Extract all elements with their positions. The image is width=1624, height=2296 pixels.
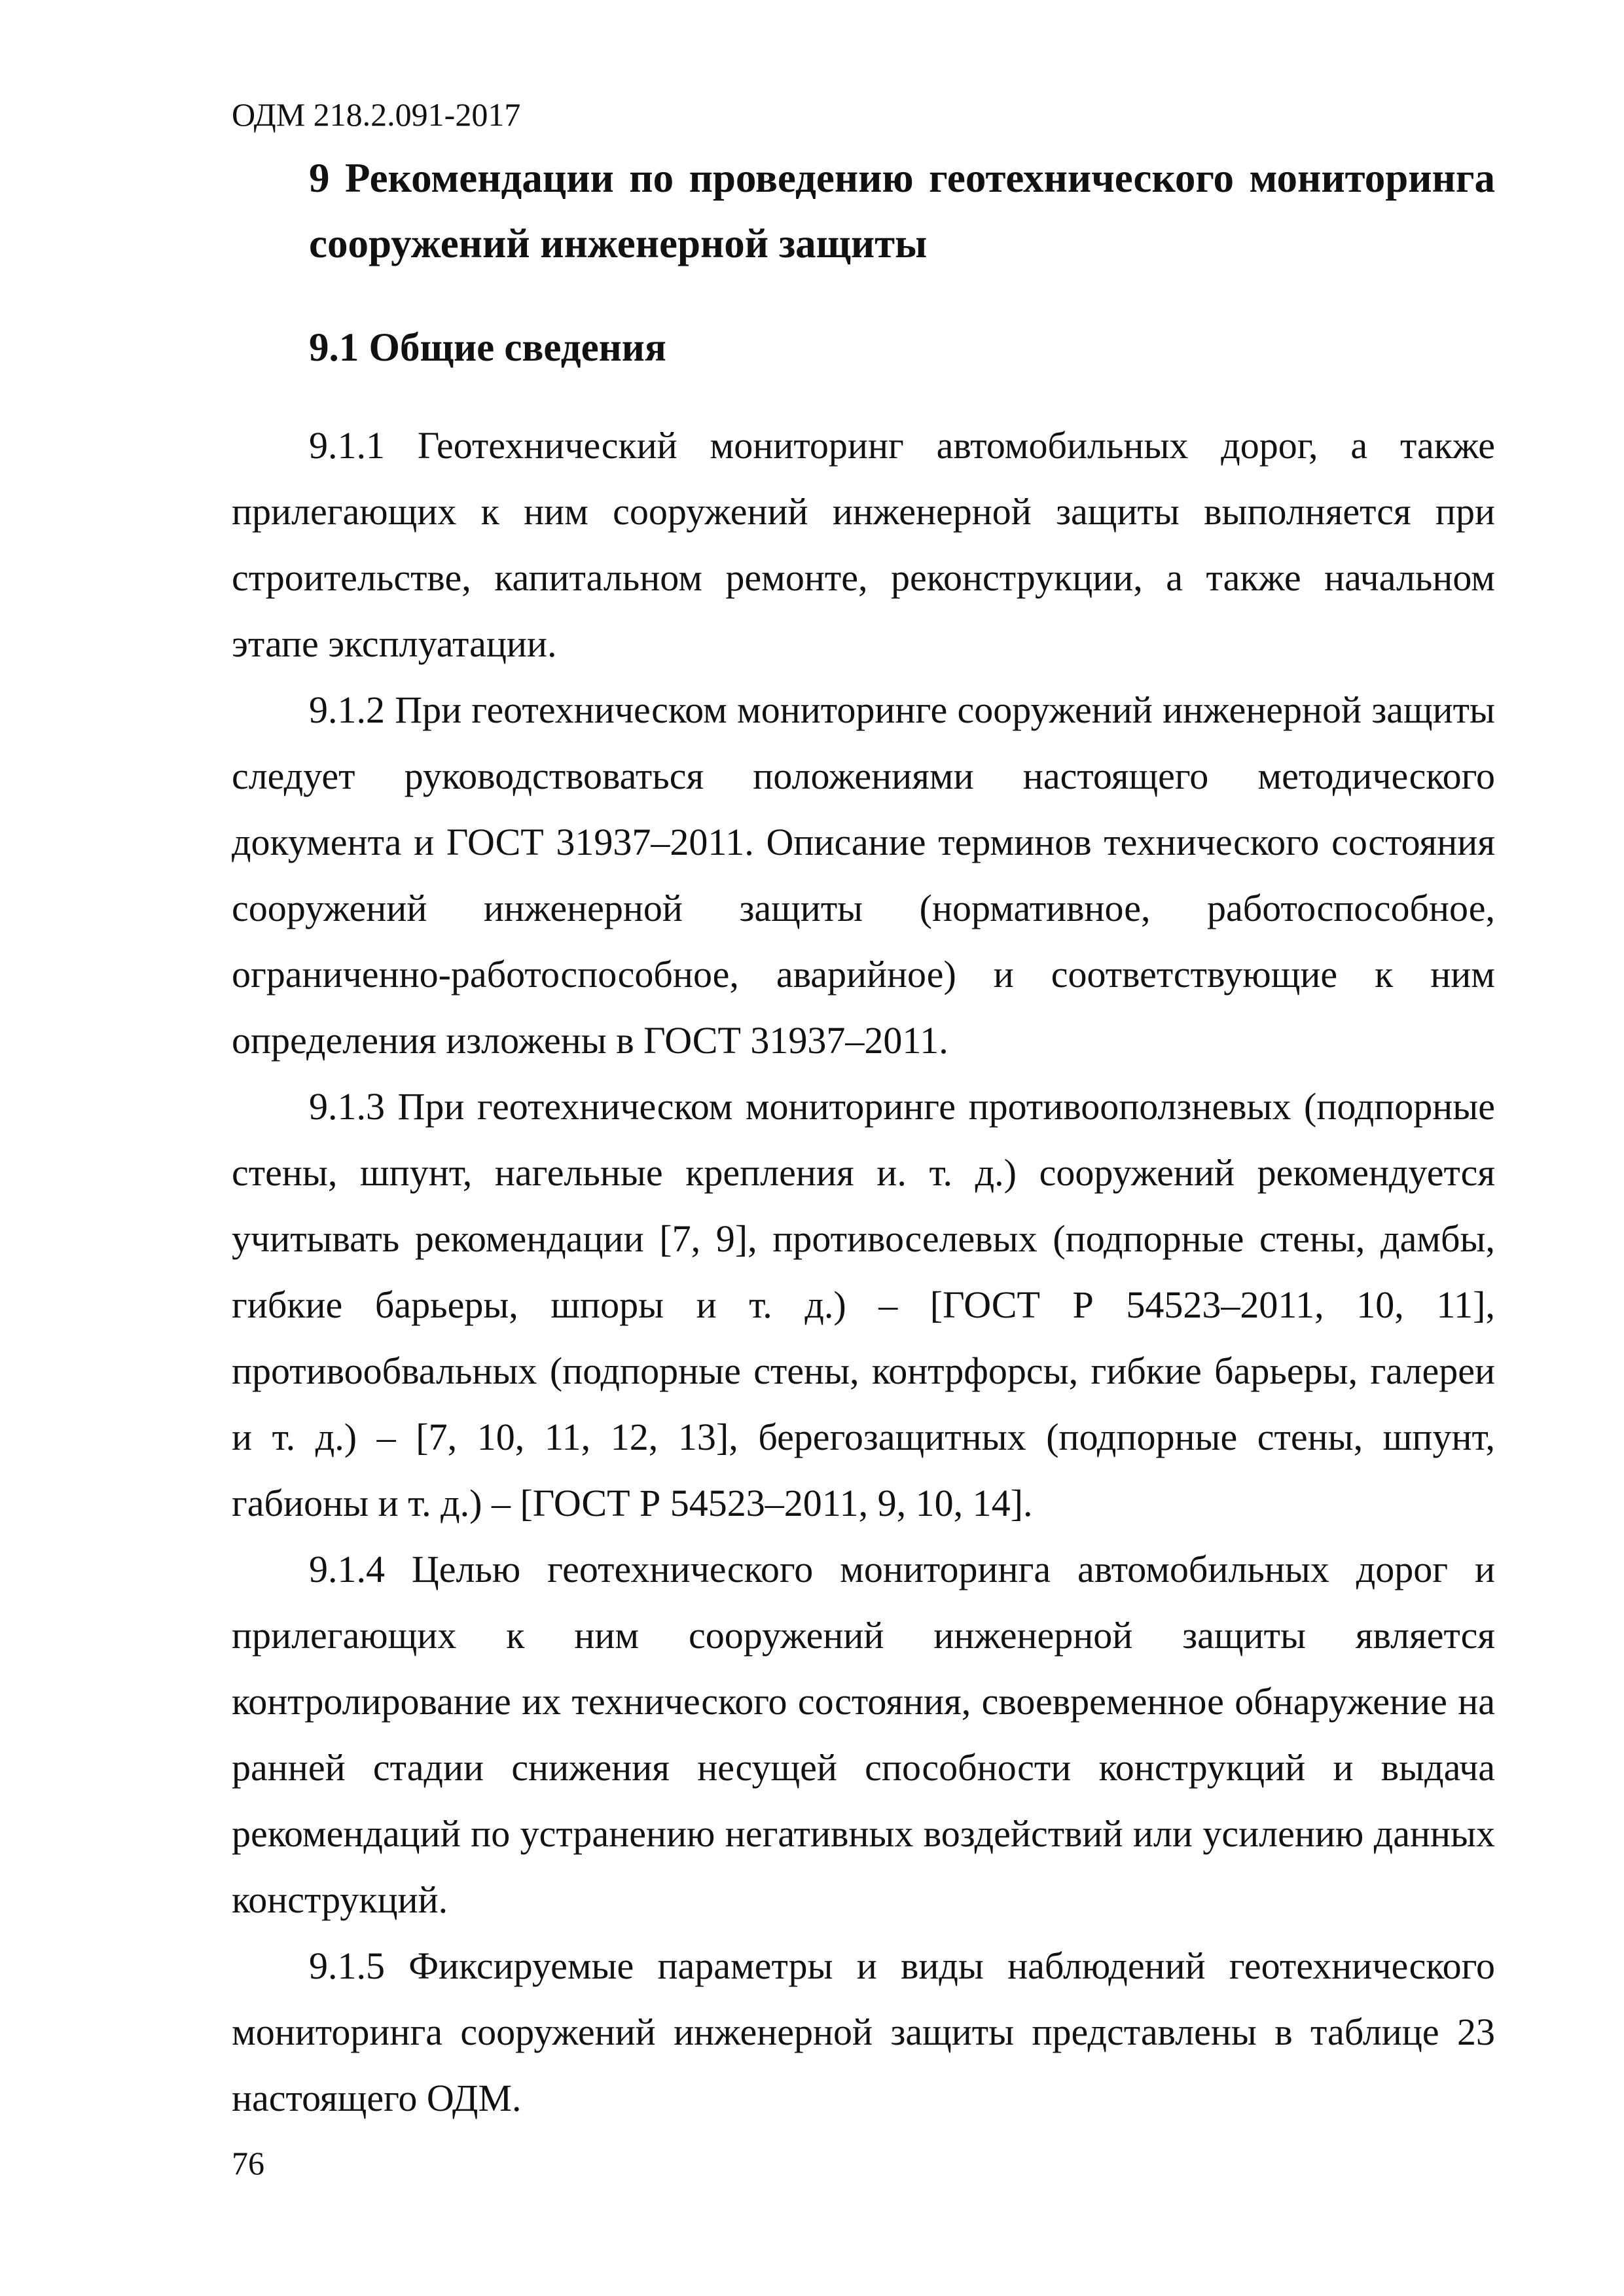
page-number: 76 — [232, 2145, 264, 2181]
paragraph-9-1-2: 9.1.2 При геотехническом мониторинге сооружений инженерной защиты следует руководствоваться положениями настоящего методического документа и ГОСТ 31937–2011. Описание терминов технического состояния сооружений инженерной защиты (нормативное, работоспособное, ограниченно-работоспособное, аварийное) и соответствующие к ним определения изложены в ГОСТ 31937–2011. — [232, 689, 1495, 1062]
section-heading: 9 Рекомендации по проведению геотехнического мониторинга сооружений инженерной защиты — [309, 155, 1495, 266]
paragraph-9-1-4: 9.1.4 Целью геотехнического мониторинга автомобильных дорог и прилегающих к ним сооружений инженерной защиты является контролирование их технического состояния, своевременное обнаружение на ранней стадии снижения несущей способности конструкций и выдача рекомендаций по устранению негативных воздействий или усилению данных конструкций. — [232, 1548, 1495, 1921]
body-text — [232, 412, 1495, 2131]
document-code-header: ОДМ 218.2.091-2017 — [232, 96, 521, 133]
paragraph-9-1-5: 9.1.5 Фиксируемые параметры и виды наблюдений геотехнического мониторинга сооружений инженерной защиты представлены в таблице 23 настоящего ОДМ. — [232, 1945, 1495, 2119]
page-content — [232, 145, 1495, 2131]
subsection-heading: 9.1 Общие сведения — [309, 326, 666, 370]
paragraph-9-1-3: 9.1.3 При геотехническом мониторинге противооползневых (подпорные стены, шпунт, нагельные крепления и. т. д.) сооружений рекомендуется учитывать рекомендации [7, 9], противоселевых (подпорные стены, дамбы, гибкие барьеры, шпоры и т. д.) – [ГОСТ Р 54523–2011, 10, 11], противообвальных (подпорные стены, контрфорсы, гибкие барьеры, галереи и т. д.) – [7, 10, 11, 12, 13], берегозащитных (подпорные стены, шпунт, габионы и т. д.) – [ГОСТ Р 54523–2011, 9, 10, 14]. — [232, 1085, 1495, 1524]
paragraph-9-1-1: 9.1.1 Геотехнический мониторинг автомобильных дорог, а также прилегающих к ним сооружений инженерной защиты выполняется при строительстве, капитальном ремонте, реконструкции, а также начальном этапе эксплуатации. — [232, 424, 1495, 665]
